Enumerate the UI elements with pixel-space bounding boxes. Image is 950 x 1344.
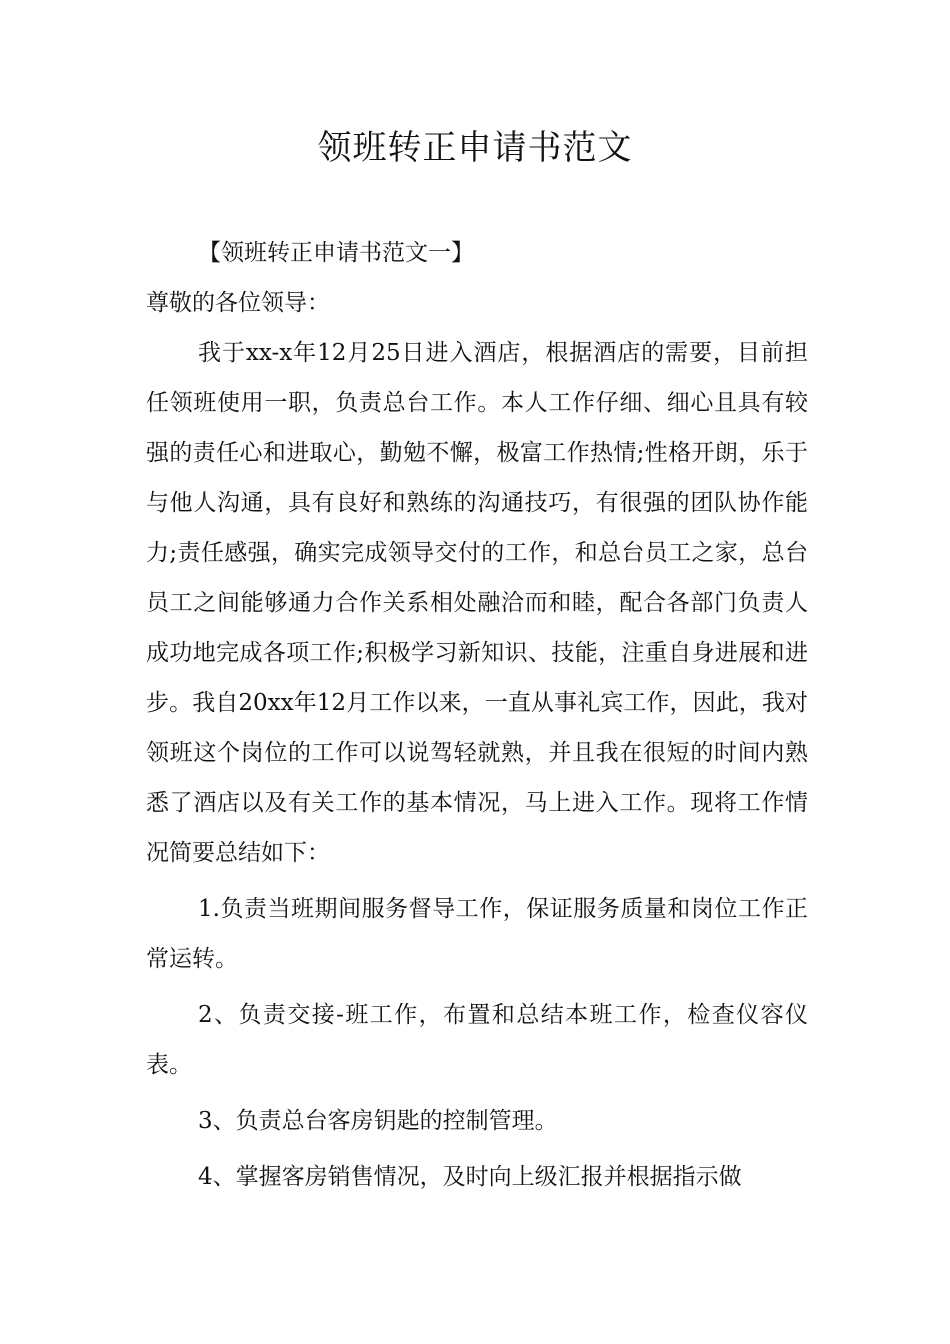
- list-item: 4、掌握客房销售情况，及时向上级汇报并根据指示做: [198, 1164, 742, 1190]
- salutation: 尊敬的各位领导：: [146, 290, 330, 316]
- body-paragraph: 我于xx-x年12月25日进入酒店，根据酒店的需要，目前担任领班使用一职，负责总台工作。本人工作仔细、细心且具有较强的责任心和进取心，勤勉不懈，极富工作热情;性格开朗，乐于与他人沟通，具有良好和熟练的沟通技巧，有很强的团队协作能力;责任感强，确实完成领导交付的工作，和总台员工之家，总台员工之间能够通力合作关系相处融洽而和睦，配合各部门负责人成功地完成各项工作;积极学习新知识、技能，注重自身进展和进步。我自20xx年12月工作以来，一直从事礼宾工作，因此，我对领班这个岗位的工作可以说驾轻就熟，并且我在很短的时间内熟悉了酒店以及有关工作的基本情况，马上进入工作。现将工作情况简要总结如下：: [146, 340, 808, 866]
- document-body: [146, 228, 808, 1202]
- list-item: 3、负责总台客房钥匙的控制管理。: [198, 1108, 558, 1134]
- document-title: 领班转正申请书范文: [317, 128, 633, 168]
- section-heading: 【领班转正申请书范文一】: [198, 240, 474, 266]
- list-item: 1.负责当班期间服务督导工作，保证服务质量和岗位工作正常运转。: [146, 896, 808, 972]
- list-item: 2、负责交接-班工作，布置和总结本班工作，检查仪容仪表。: [146, 1002, 808, 1078]
